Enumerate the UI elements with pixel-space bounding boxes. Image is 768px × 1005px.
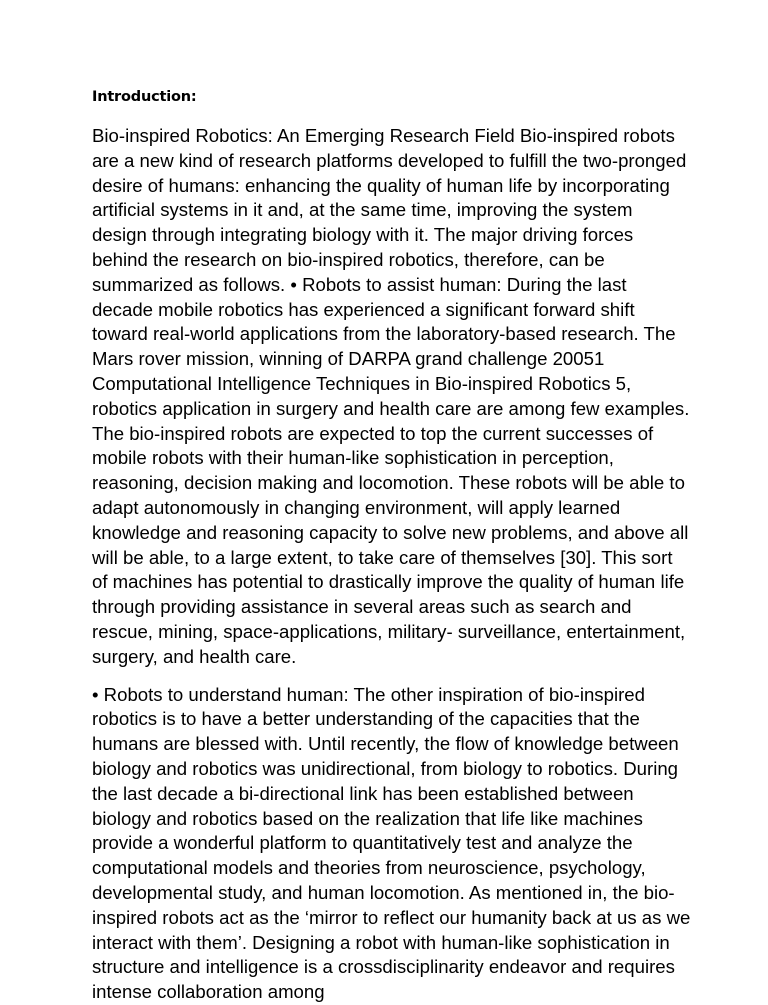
paragraph: • Robots to understand human: The other inspiration of bio-inspired robotics is to have a better understanding of the capacities that the humans are blessed with. Until recently, the flow of knowledge between biology and robotics was unidirectional, from biology to robotics. During the last decade a bi-directional link has been established between biology and robotics based on the realization that life like machines provide a wonderful platform to quantitatively test and analyze the computational models and theories from neuroscience, psychology, developmental study, and human locomotion. As mentioned in, the bio-inspired robots act as the ‘mirror to reflect our humanity back at us as we interact with them’. Designing a robot with human-like sophistication in structure and intelligence is a crossdisciplinarity endeavor and requires intense collaboration among <box>92 683 691 1003</box>
paragraph: Bio-inspired Robotics: An Emerging Research Field Bio-inspired robots are a new kind of research platforms developed to fulfill the two-pronged desire of humans: enhancing the quality of human life by incorporating artificial systems in it and, at the same time, improving the system design through integrating biology with it. The major driving forces behind the research on bio-inspired robotics, therefore, can be summarized as follows. • Robots to assist human: During the last decade mobile robotics has experienced a significant forward shift toward real-world applications from the laboratory-based research. The Mars rover mission, winning of DARPA grand challenge 20051 Computational Intelligence Techniques in Bio-inspired Robotics 5, robotics application in surgery and health care are among few examples. The bio-inspired robots are expected to top the current successes of mobile robots with their human-like sophistication in perception, reasoning, decision making and locomotion. These robots will be able to adapt autonomously in changing environment, will apply learned knowledge and reasoning capacity to solve new problems, and above all will be able, to a large extent, to take care of themselves [30]. This sort of machines has potential to drastically improve the quality of human life through providing assistance in several areas such as search and rescue, mining, space-applications, military- surveillance, entertainment, surgery, and health care. <box>92 125 690 667</box>
body-text <box>92 124 692 1005</box>
section-heading: Introduction: <box>92 89 197 105</box>
